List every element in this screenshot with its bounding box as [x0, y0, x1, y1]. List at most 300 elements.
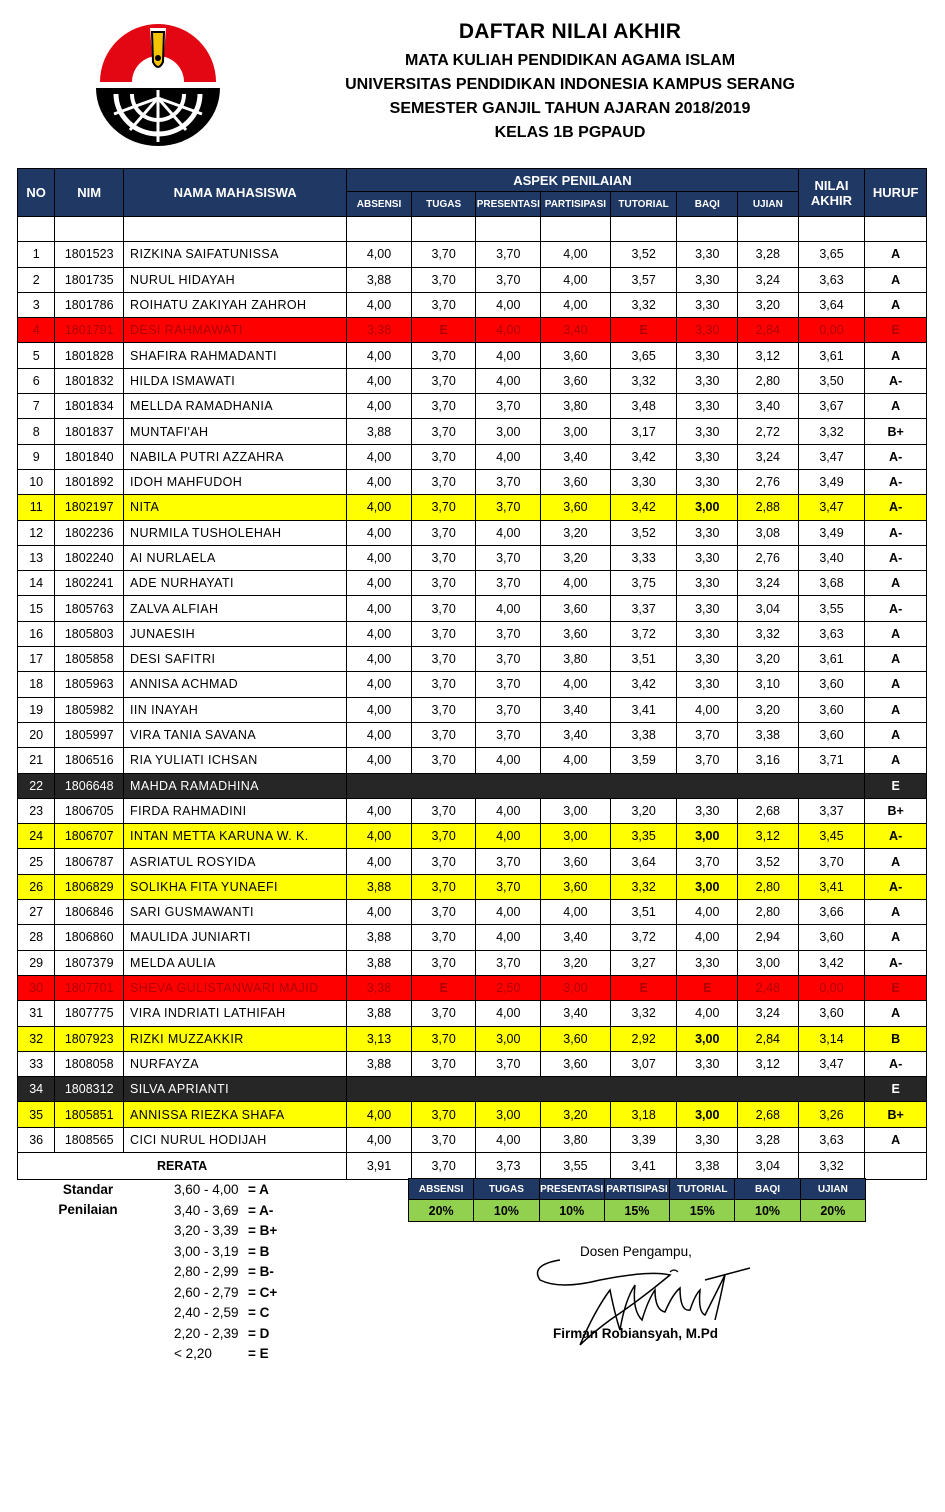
cell-partisipasi: 3,00: [541, 419, 611, 444]
header-nim: NIM: [55, 169, 124, 217]
cell-nama: ZALVA ALFIAH: [124, 596, 347, 621]
cell-presentasi: 4,00: [476, 444, 541, 469]
cell-absensi: 4,00: [347, 900, 412, 925]
grades-body: [18, 217, 927, 1180]
weight-label: TUGAS: [474, 1179, 539, 1200]
cell-tutorial: 3,27: [610, 950, 677, 975]
cell-tutorial: E: [610, 318, 677, 343]
average-nilai: 3,32: [798, 1152, 865, 1179]
cell-nama: JUNAESIH: [124, 621, 347, 646]
cell-presentasi: 3,70: [476, 722, 541, 747]
cell-baqi: 3,30: [677, 798, 738, 823]
cell-presentasi: 4,00: [476, 925, 541, 950]
header-no: NO: [18, 169, 55, 217]
cell-ujian: 3,16: [738, 748, 799, 773]
cell-baqi: 3,00: [677, 874, 738, 899]
table-row: [18, 849, 927, 874]
cell-partisipasi: 3,20: [541, 520, 611, 545]
cell-ujian: 2,84: [738, 318, 799, 343]
cell-nilai: 0,00: [798, 975, 865, 1000]
cell-absensi: 4,00: [347, 621, 412, 646]
table-row: [18, 748, 927, 773]
table-row: [18, 1077, 927, 1102]
table-row: [18, 495, 927, 520]
table-row: [18, 267, 927, 292]
cell-nim: 1802197: [55, 495, 124, 520]
cell-baqi: 3,00: [677, 1102, 738, 1127]
scale-row: [174, 1223, 277, 1238]
cell-presentasi: 3,70: [476, 545, 541, 570]
cell-nim: 1806707: [55, 824, 124, 849]
cell-partisipasi: 4,00: [541, 292, 611, 317]
cell-presentasi: 2,50: [476, 975, 541, 1000]
scale-grade: = D: [248, 1325, 270, 1341]
cell-no: 31: [18, 1001, 55, 1026]
table-row: [18, 900, 927, 925]
cell-nilai: 3,45: [798, 824, 865, 849]
cell-nilai: 3,61: [798, 647, 865, 672]
cell-partisipasi: 3,40: [541, 444, 611, 469]
cell-nilai: 3,60: [798, 925, 865, 950]
cell-nama: IIN INAYAH: [124, 697, 347, 722]
table-row: [18, 318, 927, 343]
table-row: [18, 950, 927, 975]
cell-nama: SOLIKHA FITA YUNAEFI: [124, 874, 347, 899]
cell-ujian: 3,28: [738, 242, 799, 267]
cell-nilai: 3,61: [798, 343, 865, 368]
cell-ujian: 3,24: [738, 571, 799, 596]
cell-absensi: 4,00: [347, 394, 412, 419]
cell-tutorial: 3,32: [610, 292, 677, 317]
cell-presentasi: 3,70: [476, 1051, 541, 1076]
cell-partisipasi: 3,80: [541, 394, 611, 419]
cell-nilai: 3,47: [798, 495, 865, 520]
cell-presentasi: 3,70: [476, 394, 541, 419]
cell-baqi: 4,00: [677, 925, 738, 950]
table-row: [18, 292, 927, 317]
scale-range: 3,40 - 3,69: [174, 1202, 239, 1218]
cell-nilai: 3,65: [798, 242, 865, 267]
cell-nama: NABILA PUTRI AZZAHRA: [124, 444, 347, 469]
cell-ujian: 3,00: [738, 950, 799, 975]
cell-ujian: 2,48: [738, 975, 799, 1000]
cell-no: 22: [18, 773, 55, 798]
cell-partisipasi: 3,60: [541, 849, 611, 874]
cell-no: 27: [18, 900, 55, 925]
cell-nama: HILDA ISMAWATI: [124, 368, 347, 393]
cell-nim: 1801828: [55, 343, 124, 368]
cell-no: 19: [18, 697, 55, 722]
scale-range: < 2,20: [174, 1346, 212, 1361]
cell-partisipasi: 4,00: [541, 672, 611, 697]
cell-tutorial: 3,17: [610, 419, 677, 444]
cell-ujian: 3,12: [738, 343, 799, 368]
cell-tugas: 3,70: [411, 419, 476, 444]
cell-no: 33: [18, 1051, 55, 1076]
cell-nama: ADE NURHAYATI: [124, 571, 347, 596]
cell-partisipasi: 3,40: [541, 1001, 611, 1026]
cell-nilai: 3,37: [798, 798, 865, 823]
cell-no: 12: [18, 520, 55, 545]
cell-ujian: 3,20: [738, 697, 799, 722]
average-absensi: 3,91: [347, 1152, 412, 1179]
cell-no: 11: [18, 495, 55, 520]
cell-tugas: 3,70: [411, 798, 476, 823]
cell-nim: 1805858: [55, 647, 124, 672]
cell-baqi: 3,30: [677, 520, 738, 545]
cell-ujian: 2,80: [738, 874, 799, 899]
cell-presentasi: 4,00: [476, 900, 541, 925]
cell-huruf: E: [865, 318, 927, 343]
cell-tugas: 3,70: [411, 292, 476, 317]
cell-absensi: 4,00: [347, 849, 412, 874]
cell-tutorial: 3,65: [610, 343, 677, 368]
cell-baqi: 3,30: [677, 672, 738, 697]
cell-nim: 1802236: [55, 520, 124, 545]
cell-nim: 1801892: [55, 469, 124, 494]
cell-partisipasi: 3,60: [541, 874, 611, 899]
cell-baqi: 3,30: [677, 1051, 738, 1076]
cell-huruf: A: [865, 1001, 927, 1026]
cell-nim: 1801834: [55, 394, 124, 419]
cell-huruf: A: [865, 647, 927, 672]
cell-ujian: 2,76: [738, 469, 799, 494]
cell-absensi: 3,88: [347, 950, 412, 975]
cell-tugas: 3,70: [411, 1051, 476, 1076]
weight-label: PARTISIPASI: [604, 1179, 669, 1200]
cell-absensi: 3,88: [347, 1001, 412, 1026]
document-title: DAFTAR NILAI AKHIR: [458, 20, 682, 43]
cell-tutorial: 3,32: [610, 1001, 677, 1026]
cell-tutorial: 3,35: [610, 824, 677, 849]
cell-tugas: 3,70: [411, 1127, 476, 1152]
cell-ujian: 3,04: [738, 596, 799, 621]
header-ujian: UJIAN: [738, 192, 799, 217]
table-row: [18, 545, 927, 570]
cell-huruf: A: [865, 292, 927, 317]
cell-baqi: 3,30: [677, 950, 738, 975]
cell-nama: NURUL HIDAYAH: [124, 267, 347, 292]
scale-row: [174, 1305, 269, 1320]
cell-nim: 1808058: [55, 1051, 124, 1076]
cell-huruf: A: [865, 571, 927, 596]
weight-value: 15%: [670, 1200, 735, 1222]
cell-tutorial: 3,32: [610, 874, 677, 899]
cell-tutorial: 3,75: [610, 571, 677, 596]
cell-nim: 1801791: [55, 318, 124, 343]
cell-huruf: A-: [865, 596, 927, 621]
cell-no: 28: [18, 925, 55, 950]
cell-huruf: A-: [865, 495, 927, 520]
cell-baqi: 4,00: [677, 697, 738, 722]
cell-huruf: B+: [865, 1102, 927, 1127]
cell-ujian: 2,84: [738, 1026, 799, 1051]
average-ujian: 3,04: [738, 1152, 799, 1179]
table-row: [18, 394, 927, 419]
cell-presentasi: 3,70: [476, 242, 541, 267]
cell-tutorial: 3,42: [610, 444, 677, 469]
cell-huruf: A-: [865, 950, 927, 975]
grades-table: [17, 168, 927, 1180]
cell-partisipasi: 3,20: [541, 950, 611, 975]
cell-nilai: 3,67: [798, 394, 865, 419]
cell-no: 21: [18, 748, 55, 773]
cell-nilai: 3,64: [798, 292, 865, 317]
cell-presentasi: 3,70: [476, 874, 541, 899]
cell-huruf: A: [865, 621, 927, 646]
standard-label: Standar: [62, 1182, 114, 1197]
cell-huruf: A: [865, 925, 927, 950]
cell-nama: MELLDA RAMADHANIA: [124, 394, 347, 419]
cell-tugas: 3,70: [411, 444, 476, 469]
cell-no: 23: [18, 798, 55, 823]
cell-nama: INTAN METTA KARUNA W. K.: [124, 824, 347, 849]
cell-absensi: 3,88: [347, 267, 412, 292]
cell-tutorial: 3,57: [610, 267, 677, 292]
cell-absensi: 4,00: [347, 647, 412, 672]
cell-nim: 1805997: [55, 722, 124, 747]
cell-nilai: 3,49: [798, 469, 865, 494]
weight-label: UJIAN: [800, 1179, 865, 1200]
weight-label: PRESENTASI: [539, 1179, 604, 1200]
cell-tugas: 3,70: [411, 1026, 476, 1051]
cell-no: 17: [18, 647, 55, 672]
cell-huruf: A-: [865, 444, 927, 469]
cell-tugas: 3,70: [411, 722, 476, 747]
cell-tugas: 3,70: [411, 849, 476, 874]
cell-tutorial: 3,33: [610, 545, 677, 570]
cell-nama: RIA YULIATI ICHSAN: [124, 748, 347, 773]
cell-presentasi: 3,70: [476, 849, 541, 874]
cell-nim: 1805982: [55, 697, 124, 722]
cell-absensi: 4,00: [347, 292, 412, 317]
cell-ujian: 2,88: [738, 495, 799, 520]
weight-value: 20%: [800, 1200, 865, 1222]
cell-ujian: 2,68: [738, 1102, 799, 1127]
cell-no: 14: [18, 571, 55, 596]
table-row: [18, 1001, 927, 1026]
cell-nama: ANNISSA RIEZKA SHAFA: [124, 1102, 347, 1127]
scale-grade: = B: [248, 1243, 270, 1259]
cell-presentasi: 3,00: [476, 1102, 541, 1127]
table-row: [18, 824, 927, 849]
header-absensi: ABSENSI: [347, 192, 412, 217]
cell-tugas: 3,70: [411, 748, 476, 773]
cell-no: 1: [18, 242, 55, 267]
cell-partisipasi: 3,00: [541, 975, 611, 1000]
cell-ujian: 2,68: [738, 798, 799, 823]
cell-baqi: 3,30: [677, 469, 738, 494]
scale-range: 2,20 - 2,39: [174, 1325, 239, 1341]
cell-tutorial: 3,42: [610, 672, 677, 697]
cell-absensi: 3,88: [347, 419, 412, 444]
cell-nilai: 3,63: [798, 621, 865, 646]
cell-presentasi: 3,00: [476, 419, 541, 444]
cell-presentasi: 4,00: [476, 343, 541, 368]
cell-nama: SILVA APRIANTI: [124, 1077, 347, 1102]
cell-nama: VIRA INDRIATI LATHIFAH: [124, 1001, 347, 1026]
cell-partisipasi: 3,60: [541, 469, 611, 494]
cell-baqi: 4,00: [677, 900, 738, 925]
cell-tugas: 3,70: [411, 343, 476, 368]
cell-nilai: 3,70: [798, 849, 865, 874]
cell-nim: 1807923: [55, 1026, 124, 1051]
cell-nama: SARI GUSMAWANTI: [124, 900, 347, 925]
cell-absensi: 4,00: [347, 343, 412, 368]
scale-row: [174, 1203, 273, 1218]
cell-ujian: 3,24: [738, 1001, 799, 1026]
cell-nilai: 3,47: [798, 1051, 865, 1076]
cell-tugas: 3,70: [411, 596, 476, 621]
cell-no: 30: [18, 975, 55, 1000]
table-row: [18, 444, 927, 469]
weight-label: TUTORIAL: [670, 1179, 735, 1200]
cell-no: 16: [18, 621, 55, 646]
cell-nilai: 3,42: [798, 950, 865, 975]
scale-grade: = B+: [248, 1223, 278, 1238]
cell-tutorial: 3,37: [610, 596, 677, 621]
cell-baqi: 3,30: [677, 621, 738, 646]
cell-baqi: E: [677, 975, 738, 1000]
table-row: [18, 798, 927, 823]
cell-presentasi: 4,00: [476, 292, 541, 317]
cell-ujian: 2,76: [738, 545, 799, 570]
cell-baqi: 3,00: [677, 1026, 738, 1051]
cell-tugas: 3,70: [411, 950, 476, 975]
weights-table: [408, 1178, 866, 1222]
cell-partisipasi: 4,00: [541, 900, 611, 925]
spacer-row: [18, 217, 927, 242]
cell-nim: 1801735: [55, 267, 124, 292]
cell-nilai: 3,26: [798, 1102, 865, 1127]
cell-baqi: 3,30: [677, 267, 738, 292]
cell-nama: ANNISA ACHMAD: [124, 672, 347, 697]
average-presentasi: 3,73: [476, 1152, 541, 1179]
cell-absensi: 4,00: [347, 748, 412, 773]
cell-baqi: 3,30: [677, 343, 738, 368]
table-row: [18, 925, 927, 950]
cell-tutorial: 3,39: [610, 1127, 677, 1152]
scale-grade: = A: [248, 1182, 269, 1197]
cell-nim: 1807775: [55, 1001, 124, 1026]
cell-absensi: 4,00: [347, 1127, 412, 1152]
scale-grade: = C: [248, 1305, 270, 1320]
cell-presentasi: 4,00: [476, 1127, 541, 1152]
cell-nama: RIZKINA SAIFATUNISSA: [124, 242, 347, 267]
cell-absensi: 3,38: [347, 975, 412, 1000]
cell-nama: MAULIDA JUNIARTI: [124, 925, 347, 950]
header-aspek: ASPEK PENILAIAN: [347, 169, 798, 192]
cell-baqi: 3,70: [677, 748, 738, 773]
cell-tutorial: 3,07: [610, 1051, 677, 1076]
cell-nim: 1801523: [55, 242, 124, 267]
cell-tutorial: 3,38: [610, 722, 677, 747]
cell-baqi: 3,30: [677, 242, 738, 267]
cell-tutorial: E: [610, 975, 677, 1000]
cell-nama: MUNTAFI'AH: [124, 419, 347, 444]
header-nilai-akhir: NILAI AKHIR: [798, 169, 865, 217]
scale-grade: = A-: [248, 1202, 274, 1218]
cell-partisipasi: 3,60: [541, 368, 611, 393]
average-tugas: 3,70: [411, 1152, 476, 1179]
cell-presentasi: 3,00: [476, 1026, 541, 1051]
cell-nim: 1805803: [55, 621, 124, 646]
cell-tutorial: 3,48: [610, 394, 677, 419]
cell-nama: ASRIATUL ROSYIDA: [124, 849, 347, 874]
table-row: [18, 419, 927, 444]
header-tutorial: TUTORIAL: [610, 192, 677, 217]
cell-partisipasi: 3,60: [541, 1051, 611, 1076]
average-row: [18, 1152, 927, 1179]
cell-tutorial: 3,52: [610, 242, 677, 267]
cell-partisipasi: 3,60: [541, 343, 611, 368]
cell-tutorial: 3,51: [610, 900, 677, 925]
cell-no: 34: [18, 1077, 55, 1102]
cell-presentasi: 3,70: [476, 267, 541, 292]
cell-absensi: 4,00: [347, 571, 412, 596]
cell-tugas: 3,70: [411, 1102, 476, 1127]
cell-huruf: A: [865, 343, 927, 368]
scale-row: [174, 1346, 269, 1361]
cell-baqi: 3,30: [677, 444, 738, 469]
cell-baqi: 3,30: [677, 571, 738, 596]
cell-baqi: 3,30: [677, 368, 738, 393]
cell-tugas: 3,70: [411, 571, 476, 596]
table-row: [18, 596, 927, 621]
cell-presentasi: 4,00: [476, 1001, 541, 1026]
cell-nilai: 3,55: [798, 596, 865, 621]
standard-label-2: Penilaian: [58, 1202, 118, 1217]
cell-ujian: 3,08: [738, 520, 799, 545]
cell-presentasi: 4,00: [476, 748, 541, 773]
weight-value: 10%: [735, 1200, 800, 1222]
cell-absensi: 3,13: [347, 1026, 412, 1051]
cell-partisipasi: 3,40: [541, 697, 611, 722]
cell-tutorial: 3,32: [610, 368, 677, 393]
cell-presentasi: 3,70: [476, 647, 541, 672]
cell-nim: 1805851: [55, 1102, 124, 1127]
cell-absensi: 4,00: [347, 495, 412, 520]
cell-partisipasi: 3,00: [541, 824, 611, 849]
cell-no: 15: [18, 596, 55, 621]
cell-nama: VIRA TANIA SAVANA: [124, 722, 347, 747]
cell-presentasi: 4,00: [476, 798, 541, 823]
cell-presentasi: 4,00: [476, 368, 541, 393]
course-name: MATA KULIAH PENDIDIKAN AGAMA ISLAM: [404, 52, 736, 69]
cell-nama: AI NURLAELA: [124, 545, 347, 570]
scale-range: 2,60 - 2,79: [174, 1284, 239, 1300]
cell-absensi: 4,00: [347, 469, 412, 494]
cell-presentasi: 3,70: [476, 621, 541, 646]
cell-huruf: B+: [865, 798, 927, 823]
cell-no: 10: [18, 469, 55, 494]
cell-nim: 1808312: [55, 1077, 124, 1102]
header-huruf: HURUF: [865, 169, 927, 217]
scale-range: 3,00 - 3,19: [174, 1243, 239, 1259]
cell-tutorial: 3,18: [610, 1102, 677, 1127]
cell-tutorial: 3,30: [610, 469, 677, 494]
cell-baqi: 3,30: [677, 545, 738, 570]
cell-nilai: 3,63: [798, 267, 865, 292]
cell-baqi: 4,00: [677, 1001, 738, 1026]
cell-baqi: 3,30: [677, 292, 738, 317]
average-label: RERATA: [18, 1152, 347, 1179]
cell-no: 8: [18, 419, 55, 444]
header-baqi: BAQI: [677, 192, 738, 217]
cell-baqi: 3,30: [677, 647, 738, 672]
cell-nim: 1806846: [55, 900, 124, 925]
cell-huruf: A: [865, 672, 927, 697]
